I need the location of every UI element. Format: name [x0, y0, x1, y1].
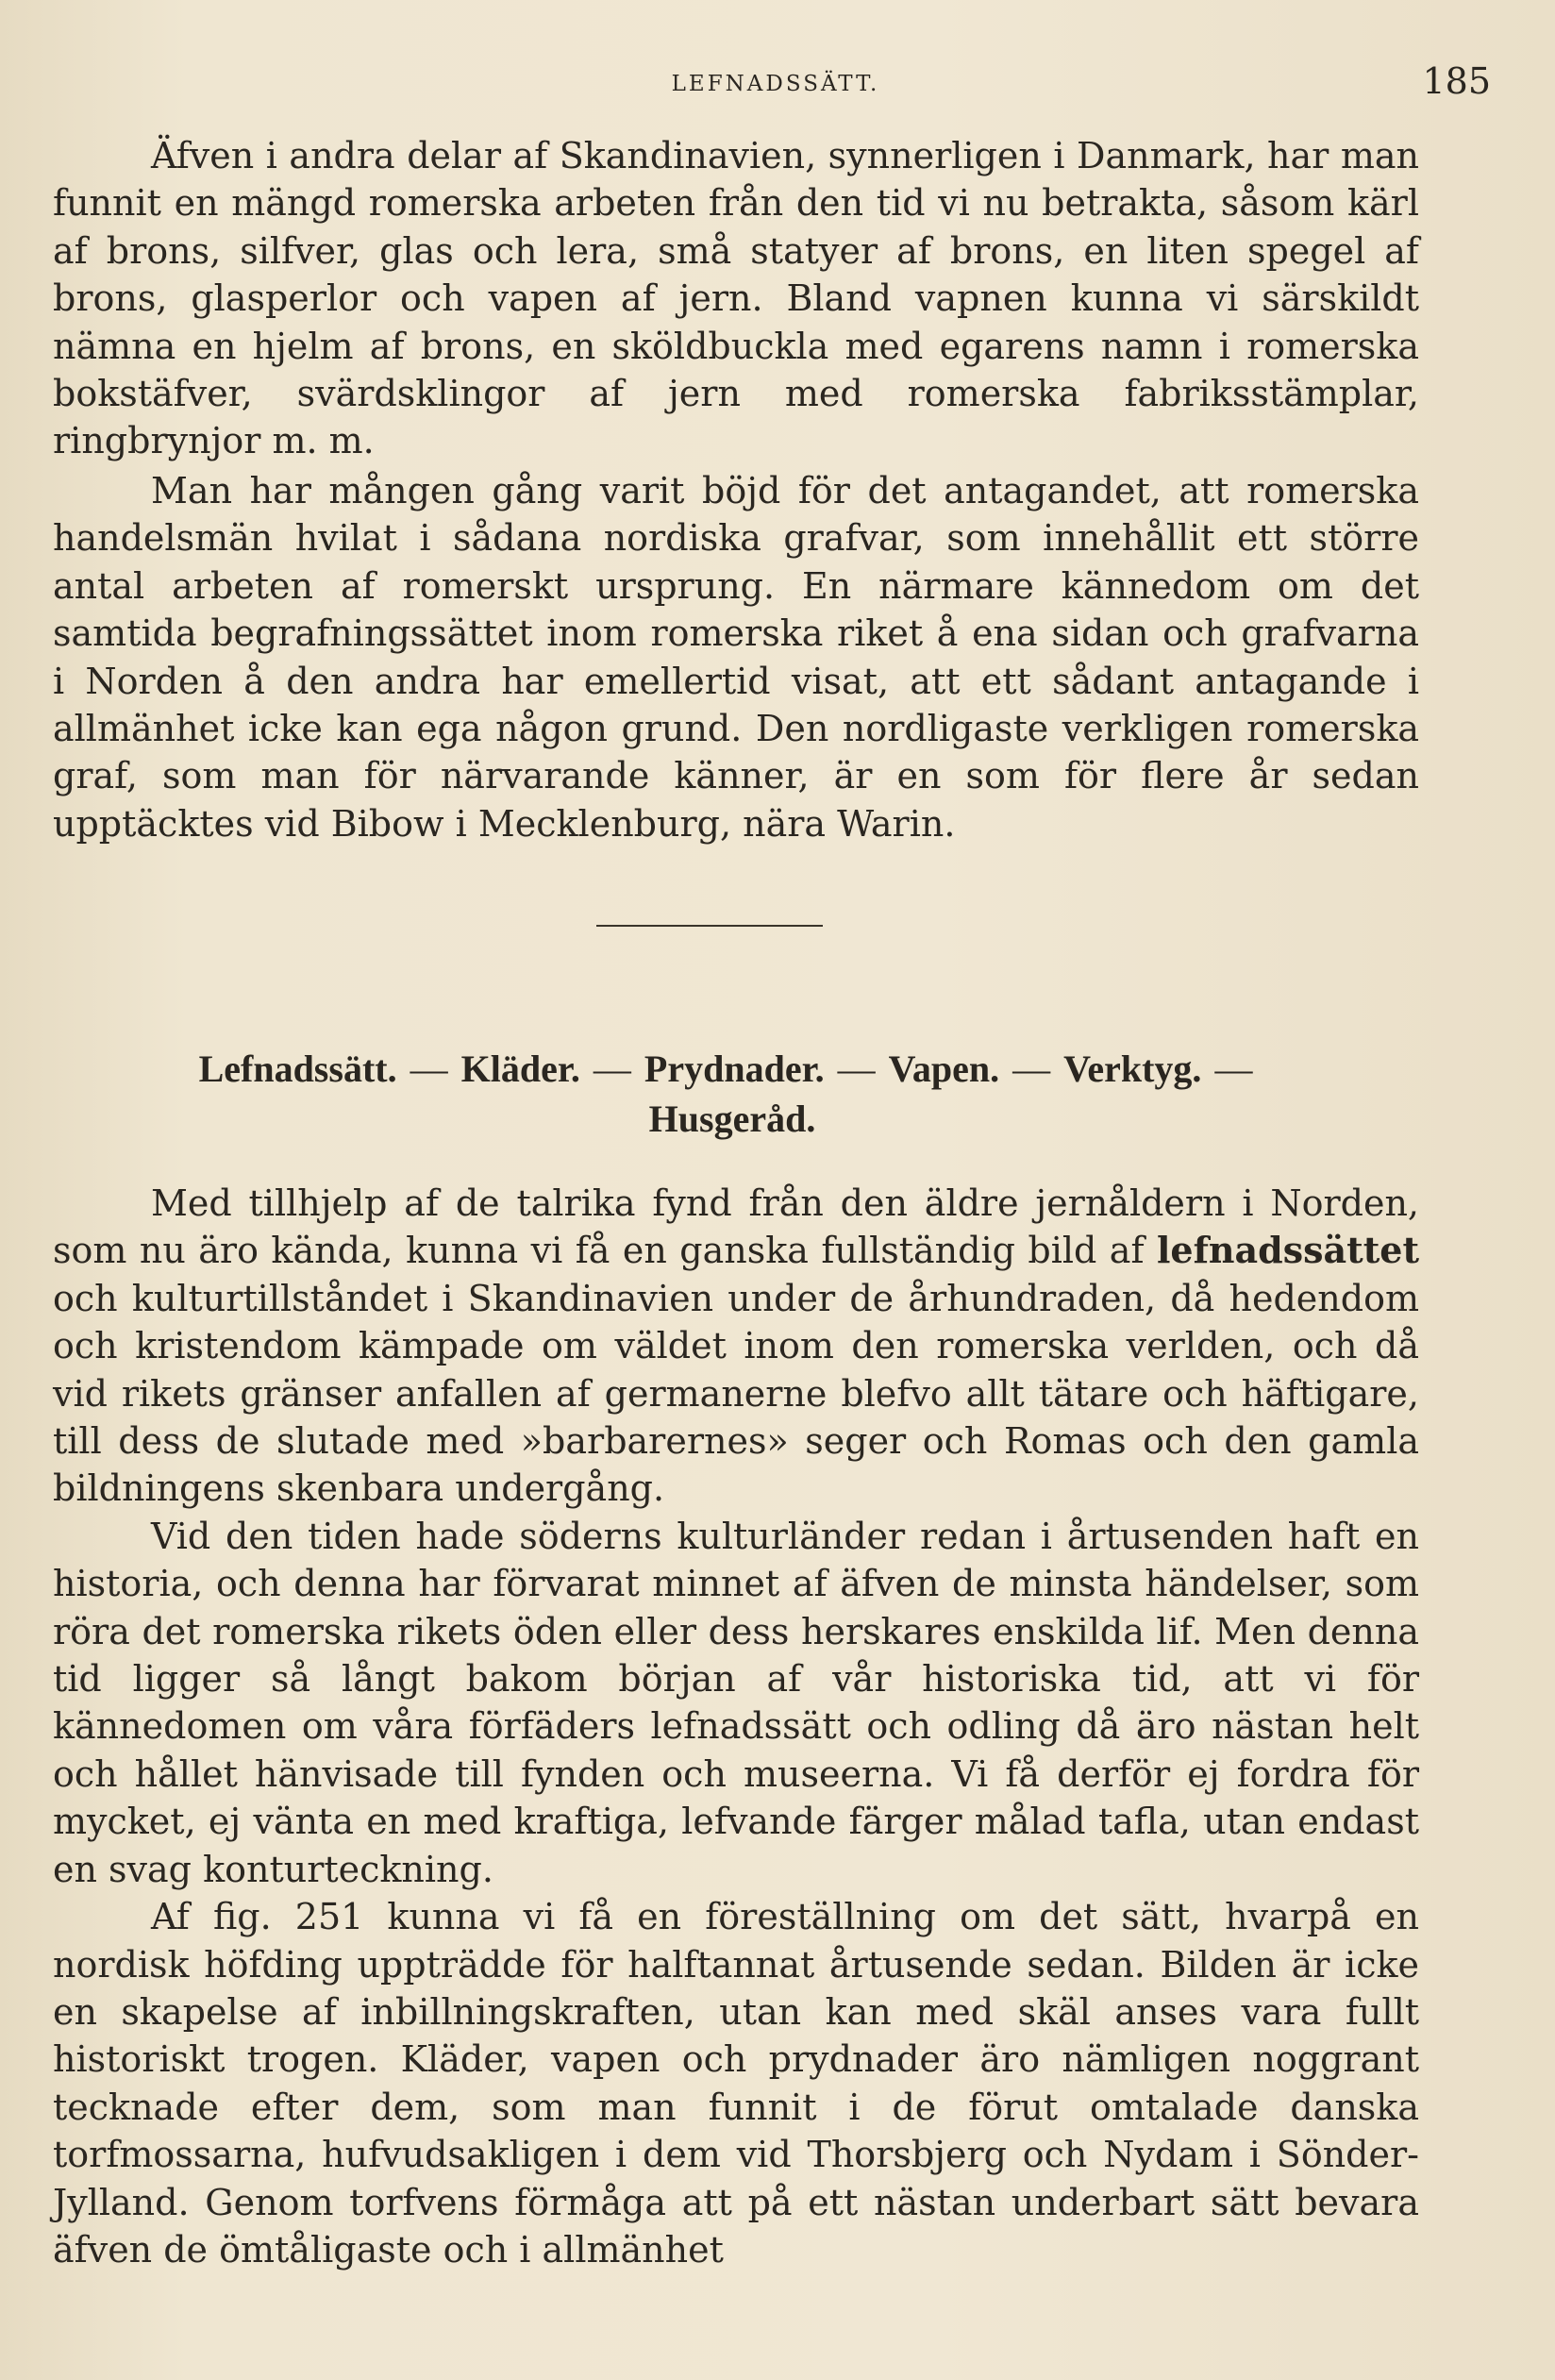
emphasized-term: lefnadssättet — [1156, 1229, 1419, 1272]
heading-part: Lefnadssätt. — [198, 1048, 397, 1090]
second-text-block — [53, 467, 1419, 847]
paragraph: Man har mången gång varit böjd för det antagandet, att romerska handelsmän hvilat i sådana nordiska grafvar, som innehållit ett större antal arbeten af romerskt ursprung. En närmare kännedom om det samtida begrafningssättet inom romerska riket å ena sidan och grafvarna i Norden å den andra har emellertid visat, att ett sådant antagande i allmänhet icke kan ega någon grund. Den nordligaste verkligen romerska graf, som man för närvarande känner, är en som för flere år sedan upptäcktes vid Bibow i Mecklenburg, nära Warin. — [53, 470, 1419, 845]
paragraph-text: och kulturtillståndet i Skandinavien under de århundraden, då hedendom och kristendom kämpade om väldet inom den romerska verlden, och då vid rikets gränser anfallen af germanerne blefvo allt tätare och häftigare, till dess de slutade med »barbarernes» seger och Romas och den gamla bildningens skenbara undergång. — [53, 1277, 1419, 1510]
paragraph-text: Med tillhjelp af de talrika fynd från den äldre jernåldern i Norden, som nu äro kända, kunna vi få en ganska fullständig bild af — [53, 1182, 1419, 1272]
top-text-block — [53, 132, 1419, 465]
paragraph: Af fig. 251 kunna vi få en föreställning om det sätt, hvarpå en nordisk höfding uppträdde för halftannat årtusende sedan. Bilden är icke en skapelse af inbillningskraften, utan kan med skäl anses vara fullt historiskt trogen. Kläder, vapen och prydnader äro nämligen noggrant tecknade efter dem, som man funnit i de förut omtalade danska torfmossarna, hufvudsakligen i dem vid Thorsbjerg och Nydam i Sönder-Jylland. Genom torfvens förmåga att på ett nästan underbart sätt bevara äfven de ömtåligaste och i allmänhet — [53, 1896, 1419, 2271]
paragraph — [53, 1180, 1419, 1513]
page-header — [53, 59, 1498, 115]
heading-part: Vapen. — [888, 1048, 1000, 1090]
heading-separator: — — [837, 1048, 876, 1090]
paragraph: Äfven i andra delar af Skandinavien, synnerligen i Danmark, har man funnit en mängd romerska arbeten från den tid vi nu betrakta, såsom kärl af brons, silfver, glas och lera, små statyer af brons, en liten spegel af brons, glasperlor och vapen af jern. Bland vapnen kunna vi särskildt nämna en hjelm af brons, en sköldbuckla med egarens namn i romerska bokstäfver, svärdsklingor af jern med romerska fabriksstämplar, ringbrynjor m. m. — [53, 135, 1419, 462]
section-body — [53, 1180, 1419, 2273]
heading-part: Verktyg. — [1063, 1048, 1202, 1090]
heading-separator: — — [410, 1048, 448, 1090]
heading-separator: — — [1214, 1048, 1253, 1090]
running-title: LEFNADSSÄTT. — [671, 72, 880, 96]
section-heading — [53, 1044, 1412, 1144]
heading-part: Prydnader. — [644, 1048, 825, 1090]
heading-separator: — — [1012, 1048, 1051, 1090]
heading-part: Husgeråd. — [648, 1098, 816, 1140]
paragraph: Vid den tiden hade söderns kulturländer redan i årtusenden haft en historia, och denna har förvarat minnet af äfven de minsta händelser, som röra det romerska rikets öden eller dess herskares enskilda lif. Men denna tid ligger så långt bakom början af vår historiska tid, att vi för kännedomen om våra förfäders lefnadssätt och odling då äro nästan helt och hållet hänvisade till fynden och museerna. Vi få derför ej fordra för mycket, ej vänta en med kraftiga, lefvande färger målad tafla, utan endast en svag konturteckning. — [53, 1515, 1419, 1890]
page-number: 185 — [1422, 60, 1491, 102]
section-divider — [596, 925, 823, 927]
heading-separator: — — [593, 1048, 631, 1090]
heading-part: Kläder. — [460, 1048, 580, 1090]
